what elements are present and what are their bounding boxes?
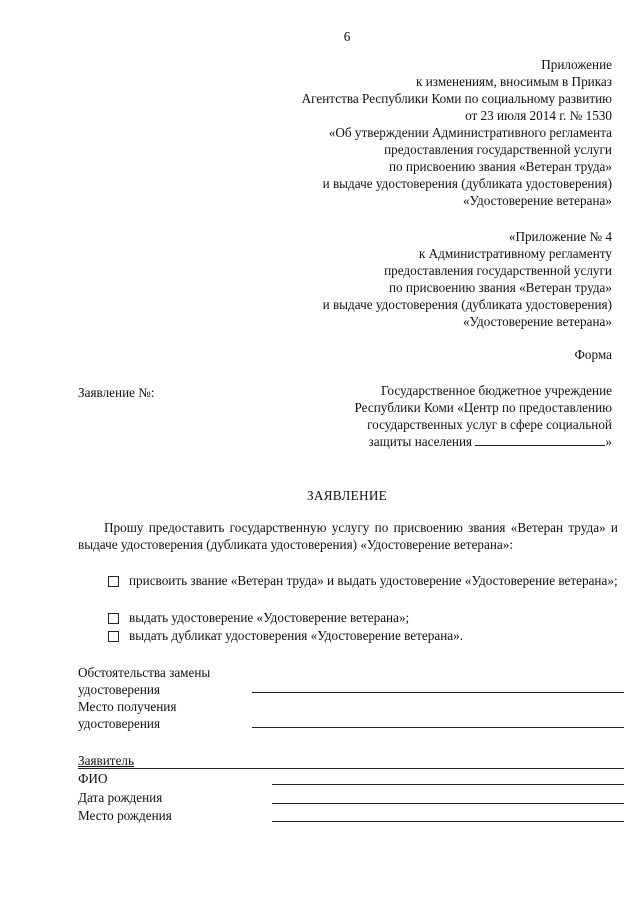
appendix-4-line: предоставления государственной услуги [384, 263, 612, 278]
checkbox[interactable] [108, 631, 119, 642]
replacement-circumstances-input-line[interactable] [252, 692, 624, 693]
receipt-place-input-line[interactable] [252, 727, 624, 728]
addressee-prefix: защиты населения [368, 434, 473, 449]
receipt-place-label [78, 698, 176, 732]
appendix-4-line: «Удостоверение ветерана» [462, 314, 612, 329]
option-label: выдать удостоверение «Удостоверение ветерана»; [129, 610, 410, 625]
checkbox[interactable] [108, 576, 119, 587]
appendix-4-line: и выдаче удостоверения (дубликата удостоверения) [322, 297, 612, 312]
field-label-line: Место получения [78, 699, 177, 714]
birth-date-label: Дата рождения [78, 790, 163, 805]
appendix-main-line: и выдаче удостоверения (дубликата удостоверения) [322, 176, 612, 191]
form-label: Форма [574, 347, 612, 362]
checkbox[interactable] [108, 613, 119, 624]
applicant-separator [78, 768, 624, 769]
appendix-4-header [192, 228, 612, 330]
option-assign-and-issue[interactable] [108, 572, 618, 589]
page-number: 6 [343, 29, 351, 44]
appendix-4-line: по присвоению звания «Ветеран труда» [388, 280, 612, 295]
applicant-heading: Заявитель [78, 753, 135, 768]
replacement-circumstances-label [78, 664, 210, 698]
addressee-line: государственных услуг в сфере социальной [367, 417, 612, 432]
request-text: Прошу предоставить государственную услугу по присвоению звания «Ветеран труда» и выдаче удостоверения (дубликата удостоверения) «Удостоверение ветерана»: [78, 520, 618, 552]
appendix-main-header [192, 56, 612, 209]
addressee-line: Государственное бюджетное учреждение [380, 383, 612, 398]
full-name-input-line[interactable] [272, 784, 624, 785]
full-name-label: ФИО [78, 771, 108, 786]
application-title: ЗАЯВЛЕНИЕ [306, 488, 388, 503]
birth-date-input-line[interactable] [272, 803, 624, 804]
appendix-main-line: от 23 июля 2014 г. № 1530 [465, 108, 612, 123]
application-number-label: Заявление №: [78, 385, 155, 400]
appendix-main-line: Агентства Республики Коми по социальному развитию [301, 91, 612, 106]
appendix-main-line: предоставления государственной услуги [384, 142, 612, 157]
addressee-line: Республики Коми «Центр по предоставлению [354, 400, 612, 415]
appendix-main-line: Приложение [541, 57, 612, 72]
field-label-line: удостоверения [78, 682, 161, 697]
birth-place-input-line[interactable] [272, 821, 624, 822]
appendix-main-line: «Удостоверение ветерана» [462, 193, 612, 208]
option-issue-certificate[interactable] [108, 609, 618, 626]
appendix-4-line: к Административному регламенту [418, 246, 612, 261]
appendix-main-line: «Об утверждении Административного регламента [328, 125, 612, 140]
option-label: выдать дубликат удостоверения «Удостоверение ветерана». [129, 628, 463, 643]
option-label: присвоить звание «Ветеран труда» и выдать удостоверение «Удостоверение ветерана»; [129, 573, 618, 588]
appendix-main-line: к изменениям, вносимым в Приказ [416, 74, 612, 89]
addressee-suffix: » [605, 434, 612, 449]
addressee-blank[interactable] [475, 433, 605, 446]
field-label-line: Обстоятельства замены [78, 665, 211, 680]
field-label-line: удостоверения [78, 716, 161, 731]
appendix-4-line: «Приложение № 4 [508, 229, 612, 244]
addressee-last-line [292, 433, 612, 450]
birth-place-label: Место рождения [78, 808, 172, 823]
option-issue-duplicate[interactable] [108, 627, 618, 644]
addressee-block [292, 382, 612, 450]
appendix-main-line: по присвоению звания «Ветеран труда» [388, 159, 612, 174]
